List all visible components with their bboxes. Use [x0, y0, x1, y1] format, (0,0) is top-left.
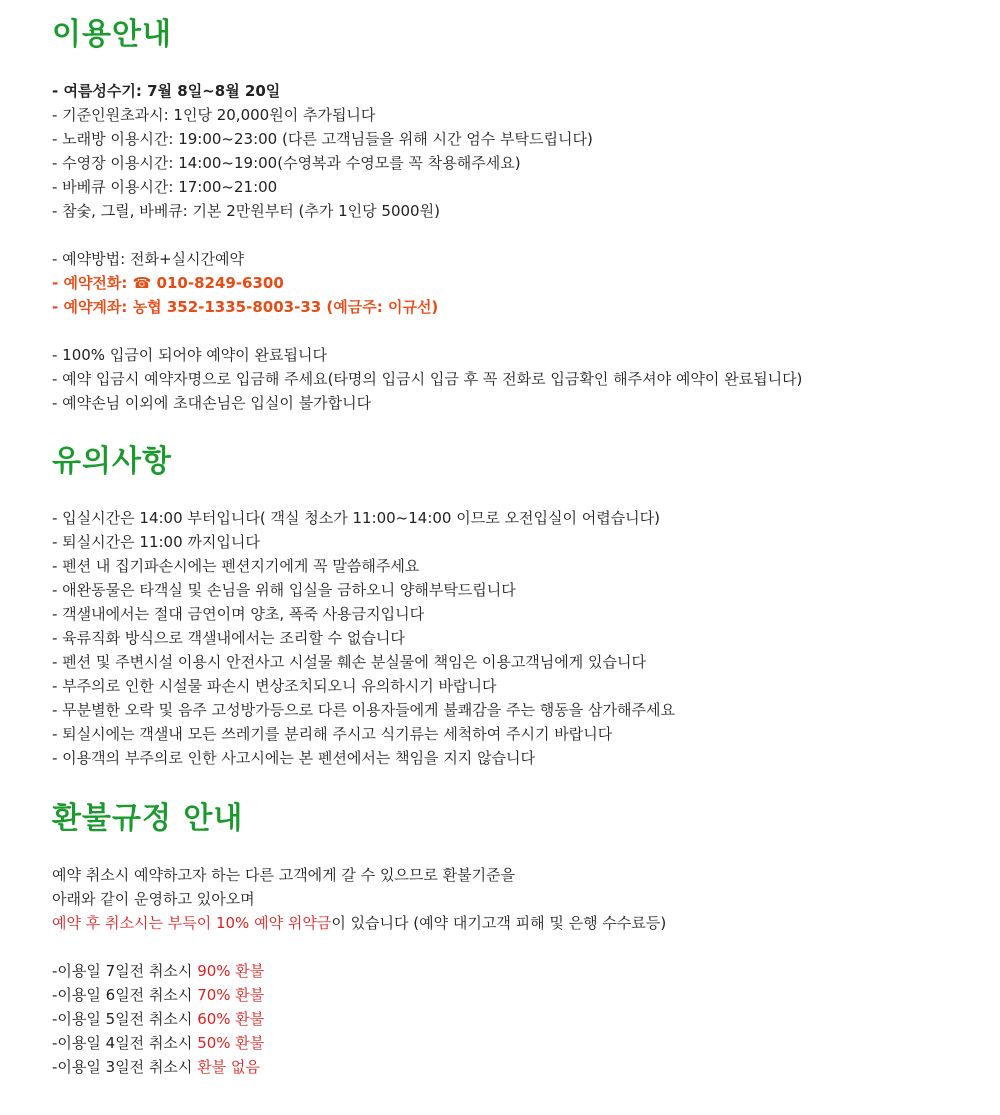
- refund-penalty-line: [52, 911, 666, 935]
- refund-rule-value: 90% 환불: [197, 962, 265, 980]
- notice-line: - 애완동물은 타객실 및 손님을 위해 입실을 금하오니 양해부탁드립니다: [52, 581, 516, 599]
- spacer: [52, 319, 802, 343]
- refund-rule-label: -이용일 5일전 취소시: [52, 1010, 198, 1028]
- refund-rule-label: -이용일 6일전 취소시: [52, 986, 198, 1004]
- usage-line: - 참숯, 그릴, 바베큐: 기본 2만원부터 (추가 1인당 5000원): [52, 202, 440, 220]
- usage-line: - 기준인원초과시: 1인당 20,000원이 추가됩니다: [52, 106, 376, 124]
- usage-line: - 예약전화: ☎ 010-8249-6300: [52, 274, 284, 292]
- refund-rule-label: -이용일 7일전 취소시: [52, 962, 198, 980]
- refund-rule-value: 50% 환불: [197, 1034, 265, 1052]
- refund-rules-list: [52, 959, 264, 1079]
- refund-rule: [52, 1031, 264, 1055]
- spacer: [52, 223, 802, 247]
- usage-line: - 예약 입금시 예약자명으로 입금해 주세요(타명의 입금시 입금 후 꼭 전화로 입금확인 해주셔야 예약이 완료됩니다): [52, 370, 803, 388]
- usage-line: - 노래방 이용시간: 19:00~23:00 (다른 고객님들을 위해 시간 엄수 부탁드립니다): [52, 130, 593, 148]
- notice-line: - 입실시간은 14:00 부터입니다( 객실 청소가 11:00~14:00 이므로 오전입실이 어렵습니다): [52, 509, 661, 527]
- usage-line: - 예약계좌: 농협 352-1335-8003-33 (예금주: 이규선): [52, 298, 439, 316]
- refund-rule-value: 환불 없음: [197, 1058, 260, 1076]
- refund-intro-line: 예약 취소시 예약하고자 하는 다른 고객에게 갈 수 있으므로 환불기준을: [52, 866, 516, 884]
- usage-line: - 100% 입금이 되어야 예약이 완료됩니다: [52, 346, 327, 364]
- usage-guide-list: [52, 79, 802, 415]
- usage-line: - 수영장 이용시간: 14:00~19:00(수영복과 수영모를 꼭 착용해주세요): [52, 154, 521, 172]
- refund-rule: [52, 1007, 264, 1031]
- usage-guide-title: 이용안내: [52, 17, 172, 52]
- usage-line: - 예약방법: 전화+실시간예약: [52, 250, 244, 268]
- refund-intro-line: 아래와 같이 운영하고 있아오며: [52, 890, 255, 908]
- notice-line: - 퇴실시간은 11:00 까지입니다: [52, 533, 260, 551]
- notice-line: - 부주의로 인한 시설물 파손시 변상조치되오니 유의하시기 바랍니다: [52, 677, 497, 695]
- notice-line: - 펜션 내 집기파손시에는 펜션지기에게 꼭 말씀해주세요: [52, 557, 420, 575]
- usage-line: - 예약손님 이외에 초대손님은 입실이 불가합니다: [52, 394, 372, 412]
- refund-penalty-rest: 이 있습니다 (예약 대기고객 피해 및 은행 수수료등): [331, 914, 667, 932]
- refund-rule: [52, 1055, 264, 1079]
- refund-rule-value: 70% 환불: [197, 986, 265, 1004]
- notice-line: - 퇴실시에는 객샐내 모든 쓰레기를 분리해 주시고 식기류는 세척하여 주시기 바랍니다: [52, 725, 613, 743]
- usage-line: - 바베큐 이용시간: 17:00~21:00: [52, 178, 278, 196]
- notices-list: [52, 506, 675, 770]
- notices-title: 유의사항: [52, 444, 172, 479]
- notice-line: - 이용객의 부주의로 인한 사고시에는 본 펜션에서는 책임을 지지 않습니다: [52, 749, 536, 767]
- refund-intro: [52, 863, 666, 935]
- notice-line: - 무분별한 오락 및 음주 고성방가등으로 다른 이용자들에게 불쾌감을 주는 행동을 삼가해주세요: [52, 701, 675, 719]
- refund-penalty-highlight: 예약 후 취소시는 부득이 10% 예약 위약금: [52, 914, 332, 932]
- refund-rule: [52, 983, 264, 1007]
- notice-line: - 객샐내에서는 절대 금연이며 양초, 폭죽 사용금지입니다: [52, 605, 425, 623]
- refund-rule: [52, 959, 264, 983]
- notice-line: - 펜션 및 주변시설 이용시 안전사고 시설물 훼손 분실물에 책임은 이용고객님에게 있습니다: [52, 653, 646, 671]
- notice-line: - 육류직화 방식으로 객샐내에서는 조리할 수 없습니다: [52, 629, 405, 647]
- refund-rule-label: -이용일 4일전 취소시: [52, 1034, 198, 1052]
- refund-policy-title: 환불규정 안내: [52, 801, 244, 836]
- refund-rule-label: -이용일 3일전 취소시: [52, 1058, 198, 1076]
- usage-line: - 여름성수기: 7월 8일~8월 20일: [52, 82, 281, 100]
- refund-rule-value: 60% 환불: [197, 1010, 265, 1028]
